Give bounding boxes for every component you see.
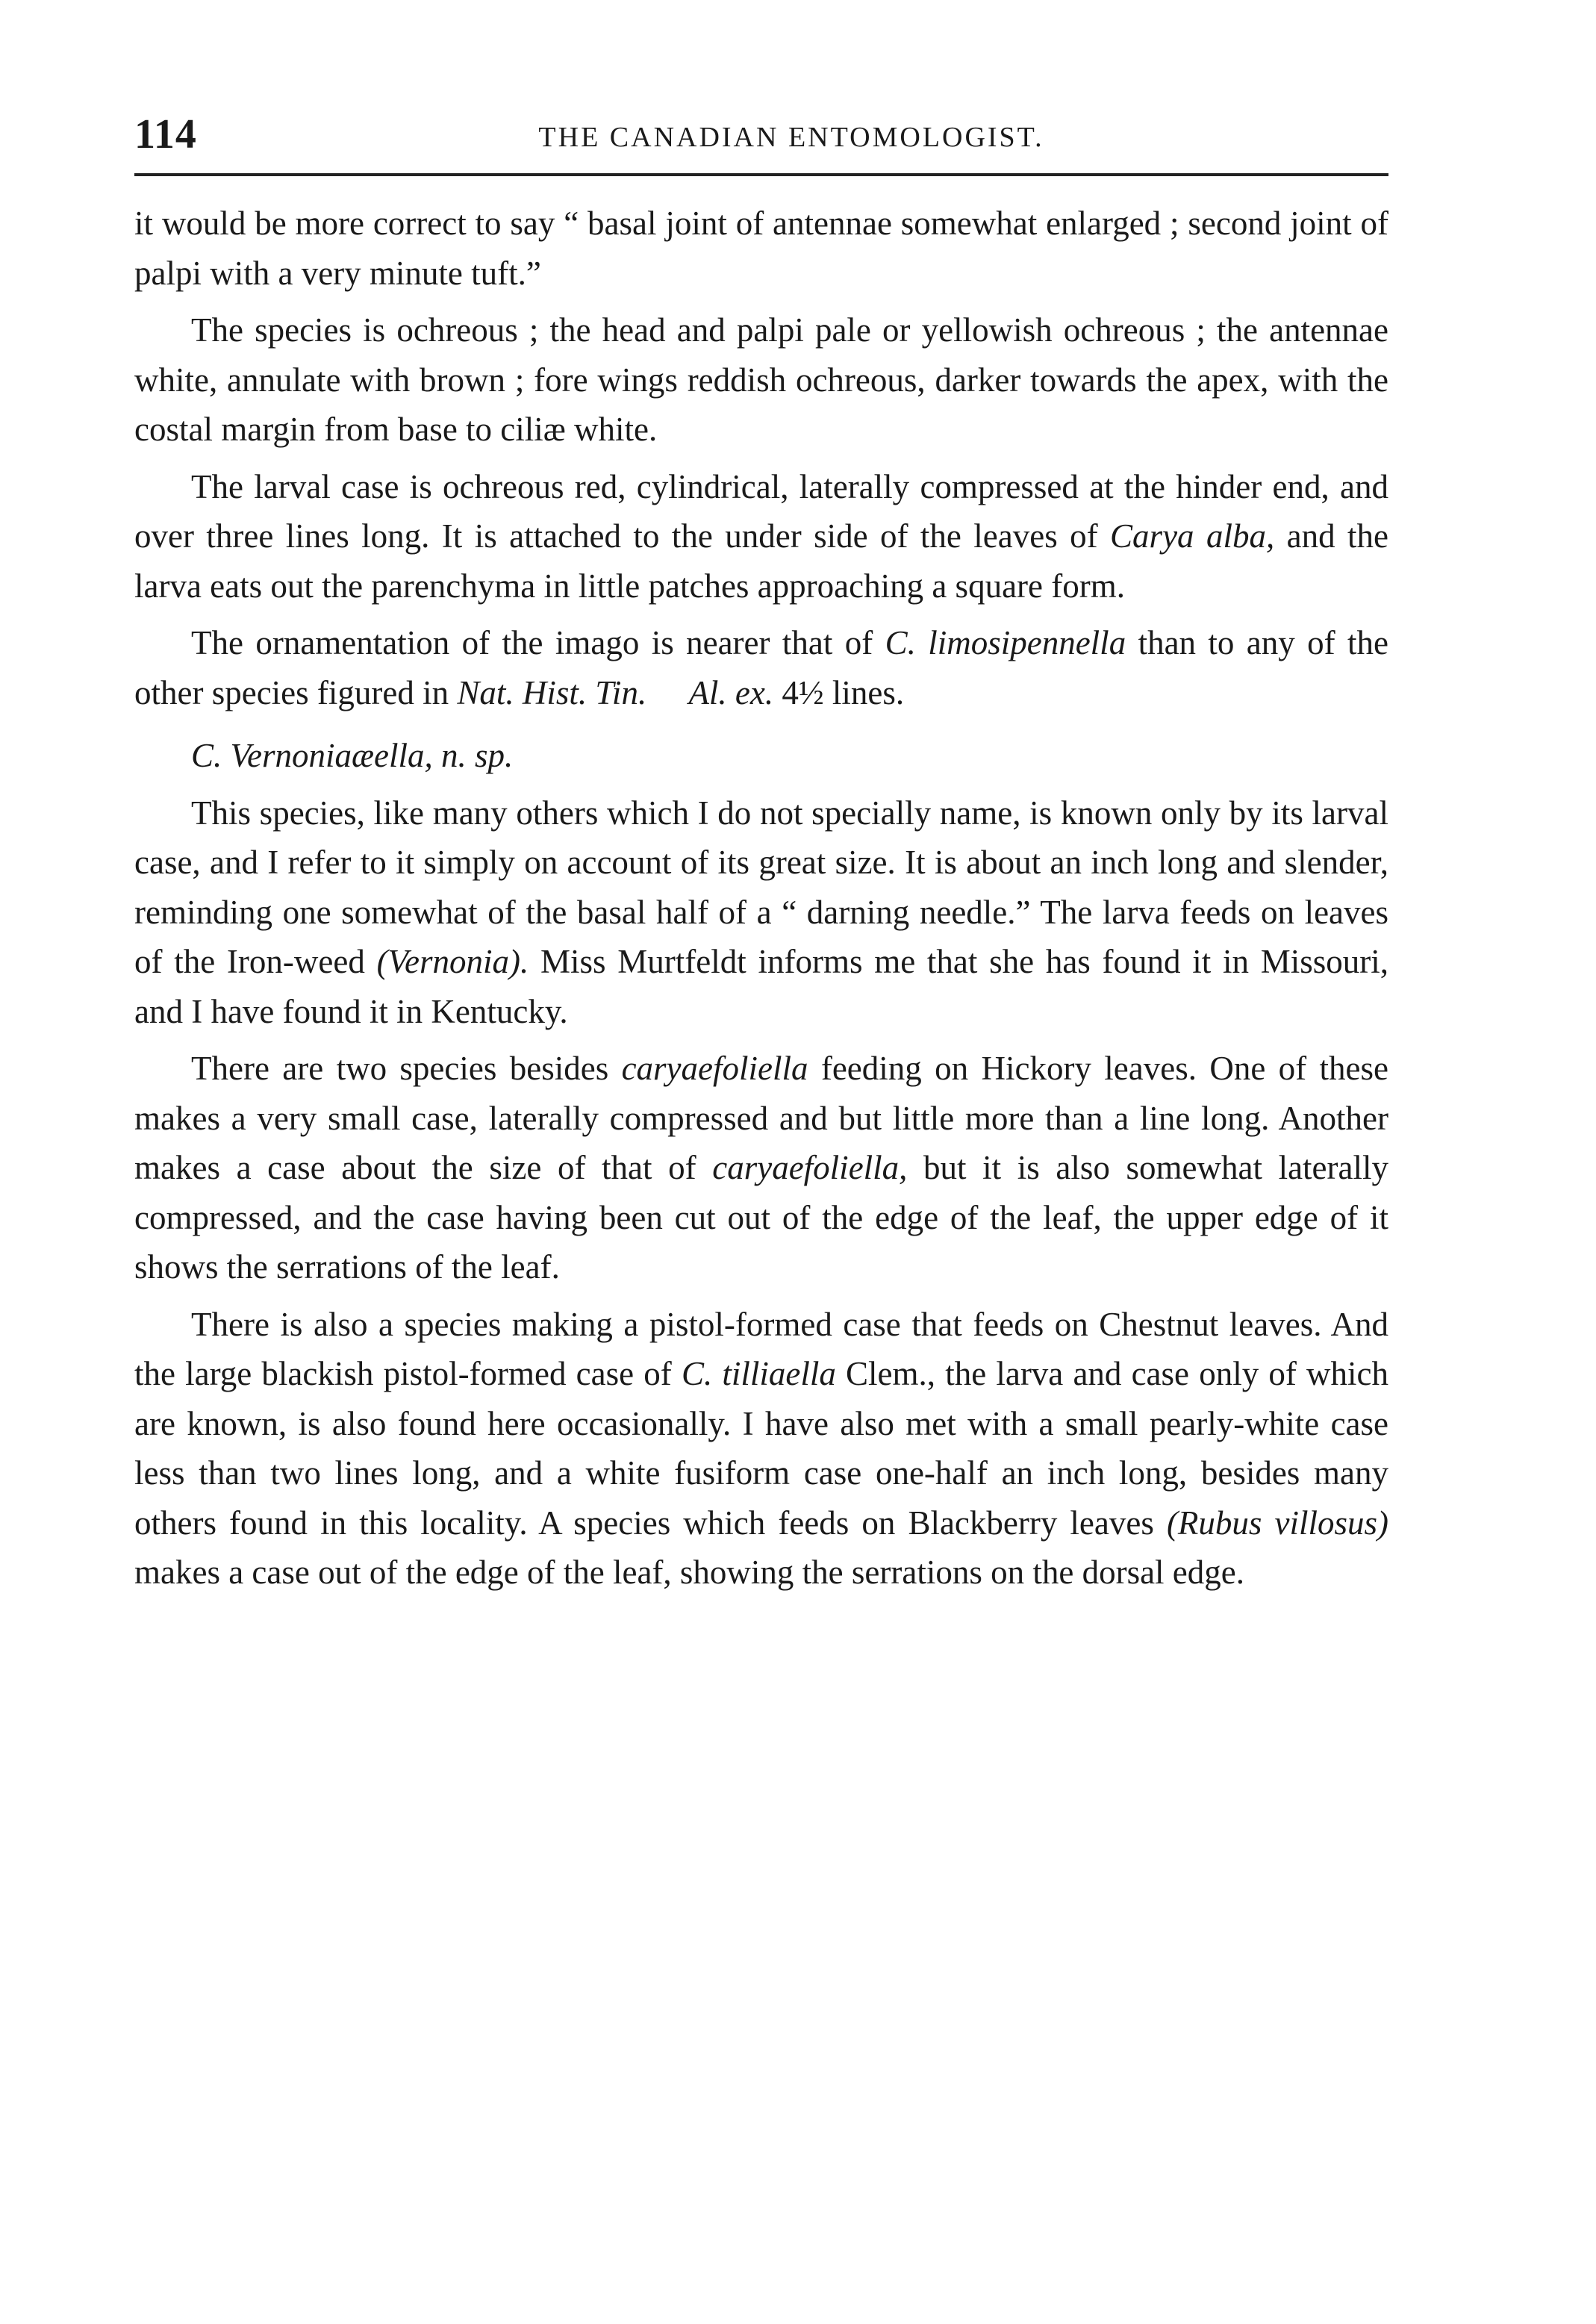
paragraph-3-italic-1: Carya alba,: [1110, 517, 1275, 555]
paragraph-6-italic-1: caryaefoliella: [621, 1050, 808, 1087]
paragraph-4-text-a: The ornamentation of the imago is nearer that of: [191, 624, 885, 661]
paragraph-5-text-b: Miss Murtfeldt informs me that she has found it in Missouri, and I have found it in Kentucky.: [134, 943, 1388, 1030]
paragraph-3: [134, 462, 1388, 611]
paragraph-4-italic-3: Al. ex.: [688, 673, 774, 711]
paragraph-1-text: it would be more correct to say “ basal joint of antennae somewhat enlarged ; second joint of palpi with a very minute tuft.”: [134, 205, 1388, 292]
paragraph-6-text-a: There are two species besides: [191, 1050, 622, 1087]
paragraph-4: [134, 618, 1388, 717]
paragraph-7: [134, 1300, 1388, 1598]
paragraph-2: [134, 305, 1388, 455]
paragraph-4-text-d: 4½ lines.: [773, 673, 905, 711]
paragraph-2-text: The species is ochreous ; the head and palpi pale or yellowish ochreous ; the antennae white, annulate with brown ; fore wings reddish ochreous, darker towards the apex, with the costal margin from base to ciliæ white.: [134, 311, 1388, 448]
paragraph-7-italic-2: (Rubus villosus): [1166, 1504, 1388, 1542]
paragraph-7-text-b: Clem., the larva and case only of which are known, is also found here occasionally. I have also met with a small pearly-white case less than two lines long, and a white fusiform case one-half an inch long, besides many others found in this locality. A species which feeds on Blackberry leaves: [134, 1355, 1388, 1542]
header-rule: [134, 173, 1388, 176]
paragraph-6-text-c: but it is also somewhat laterally compressed, and the case having been cut out of the edge of the leaf, the upper edge of it shows the serrations of the leaf.: [134, 1149, 1388, 1286]
paragraph-4-text-c: [646, 674, 688, 711]
paragraph-4-italic-2: Nat. Hist. Tin.: [457, 673, 647, 711]
species-heading: C. Vernoniaæella, n. sp.: [191, 737, 514, 774]
page-header: [134, 97, 1388, 164]
paragraph-4-text-b: than to any of the other species figured in: [134, 624, 1389, 711]
paragraph-1: [134, 199, 1388, 298]
paragraph-7-italic-1: C. tilliaella: [681, 1355, 836, 1392]
paragraph-6-italic-2: caryaefoliella,: [712, 1149, 908, 1186]
paragraph-6: [134, 1044, 1388, 1292]
paragraph-5-italic-1: (Vernonia).: [376, 943, 529, 980]
paragraph-6-text-b: feeding on Hickory leaves. One of these makes a very small case, laterally compressed and but little more than a line long. Another makes a case about the size of that of: [134, 1050, 1388, 1186]
running-head: THE CANADIAN ENTOMOLOGIST.: [538, 122, 1044, 153]
paragraph-4-italic-1: C. limosipennella: [885, 624, 1126, 661]
paragraph-7-text-a: There is also a species making a pistol-formed case that feeds on Chestnut leaves. And the large blackish pistol-formed case of: [134, 1305, 1388, 1392]
document-page: [134, 97, 1388, 1605]
paragraph-3-text-b: and the larva eats out the parenchyma in little patches approaching a square form.: [134, 517, 1388, 605]
paragraph-3-text-a: The larval case is ochreous red, cylindrical, laterally compressed at the hinder end, and over three lines long. It is attached to the under side of the leaves of: [134, 467, 1388, 555]
paragraph-7-text-c: makes a case out of the edge of the leaf, showing the serrations on the dorsal edge.: [134, 1554, 1244, 1591]
paragraph-5: [134, 788, 1388, 1037]
page-number: 114: [134, 111, 197, 158]
paragraph-5-text-a: This species, like many others which I do not specially name, is known only by its larval case, and I refer to it simply on account of its great size. It is about an inch long and slender, reminding one somewhat of the basal half of a “ darning needle.” The larva feeds on leaves of the Iron-weed: [134, 794, 1388, 980]
